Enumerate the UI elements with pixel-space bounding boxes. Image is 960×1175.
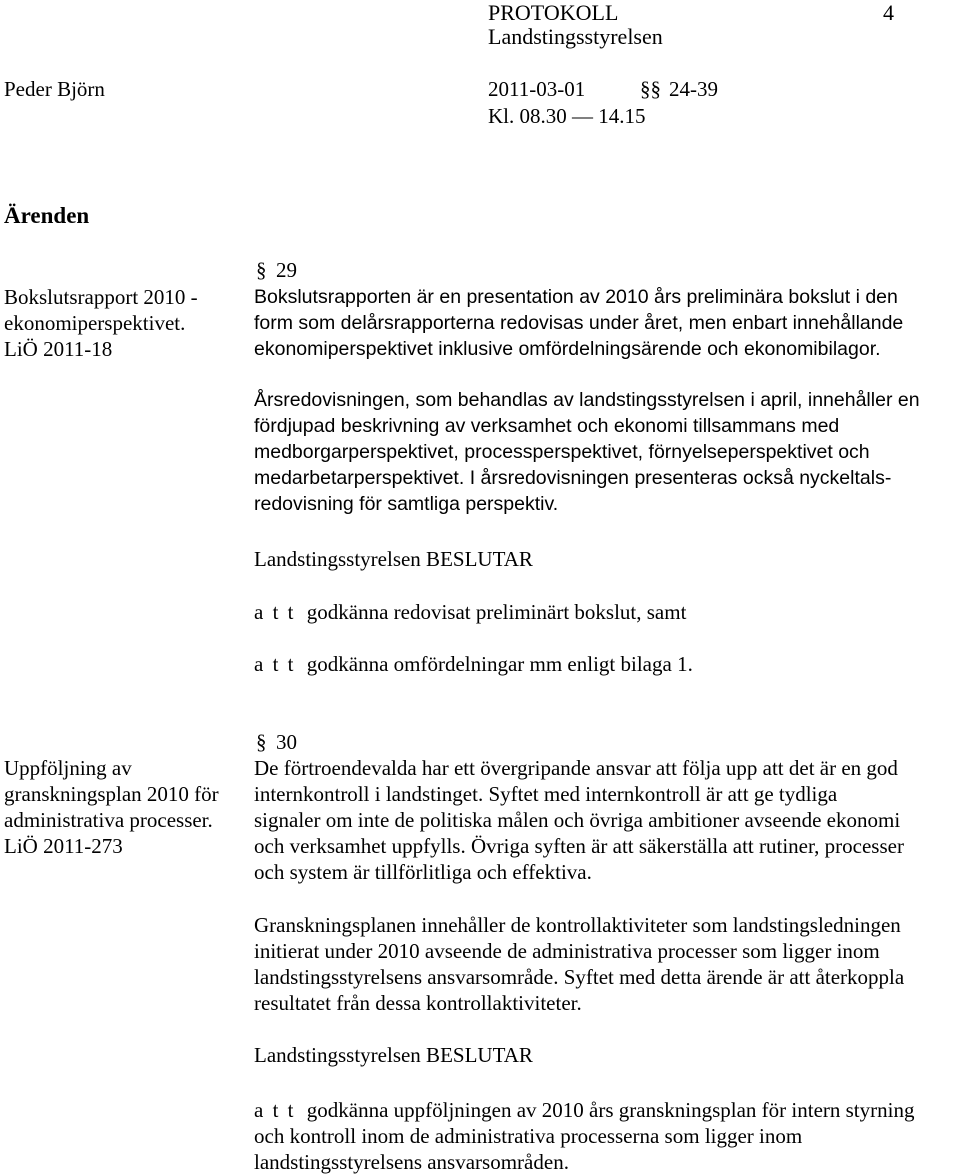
item-29-title-line: ekonomiperspektivet. — [4, 311, 186, 335]
paragraph-line: signaler om inte de politiska målen och övriga ambitioner avseende ekonomi — [254, 808, 901, 832]
section-signs: §§ — [640, 77, 661, 101]
paragraph-line: initierat under 2010 avseende de administrativa processer som ligger inom — [254, 939, 880, 963]
paragraph-line: fördjupad beskrivning av verksamhet och ekonomi tillsammans med — [254, 415, 840, 437]
item-29-left-column — [4, 284, 244, 362]
paragraph-line: form som delårsrapporterna redovisas under året, men enbart innehållande — [254, 312, 904, 334]
item-29-decision-1 — [254, 599, 686, 625]
item-29-number: 29 — [276, 258, 297, 282]
att-keyword: a t t — [254, 1098, 296, 1122]
organization-name: Landstingsstyrelsen — [488, 24, 663, 49]
item-30-number: 30 — [276, 730, 297, 754]
paragraph-line: medarbetarperspektivet. I årsredovisningen presenteras också nyckeltals- — [254, 467, 892, 489]
item-30-title-line: administrativa processer. — [4, 808, 213, 832]
time-start: Kl. 08.30 — [488, 104, 567, 128]
paragraph-line: och system är tillförlitliga och effektiva. — [254, 860, 592, 884]
item-30-reference: LiÖ 2011-273 — [4, 834, 123, 858]
paragraph-line: redovisning för samtliga perspektiv. — [254, 493, 559, 515]
item-30-decision-1 — [254, 1097, 914, 1175]
protocol-title: PROTOKOLL — [488, 0, 619, 25]
item-30-paragraph-1 — [254, 755, 904, 885]
paragraph-line: Årsredovisningen, som behandlas av landstingsstyrelsen i april, innehåller en — [254, 389, 920, 411]
paragraph-line: medborgarperspektivet, processperspektivet, förnyelseperspektivet och — [254, 441, 870, 463]
paragraph-line: internkontroll i landstinget. Syftet med internkontroll är att ge tydliga — [254, 782, 838, 806]
att-keyword: a t t — [254, 600, 296, 624]
item-30-decision-heading: Landstingsstyrelsen BESLUTAR — [254, 1043, 533, 1067]
item-29-section-sign: § — [256, 258, 267, 282]
item-29-reference: LiÖ 2011-18 — [4, 337, 113, 361]
item-29-decision-2 — [254, 651, 693, 677]
time-end: 14.15 — [598, 104, 646, 128]
section-range: 24-39 — [669, 77, 718, 101]
item-30-title-line: granskningsplan 2010 för — [4, 782, 219, 806]
item-29-paragraph-1 — [254, 284, 903, 362]
item-30-section-sign: § — [256, 730, 267, 754]
paragraph-line: De förtroendevalda har ett övergripande ansvar att följa upp att det är en god — [254, 756, 898, 780]
paragraph-line: ekonomiperspektivet inklusive omfördelningsärende och ekonomibilagor. — [254, 338, 881, 360]
decision-text: godkänna omfördelningar mm enligt bilaga 1. — [306, 652, 693, 676]
item-29-paragraph-2 — [254, 387, 920, 517]
paragraph-line: Granskningsplanen innehåller de kontrollaktiviteter som landstingsledningen — [254, 913, 901, 937]
paragraph-line: resultatet från dessa kontrollaktiviteter. — [254, 991, 582, 1015]
meeting-time — [488, 103, 646, 129]
arenden-heading: Ärenden — [4, 203, 90, 228]
time-dash: — — [572, 104, 593, 128]
paragraph-line: Bokslutsrapporten är en presentation av 2010 års preliminära bokslut i den — [254, 286, 898, 308]
decision-text: och kontroll inom de administrativa processerna som ligger inom — [254, 1124, 803, 1148]
decision-text: godkänna uppföljningen av 2010 års granskningsplan för intern styrning — [306, 1098, 915, 1122]
att-keyword: a t t — [254, 652, 296, 676]
paragraph-line: landstingsstyrelsens ansvarsområde. Syftet med detta ärende är att återkoppla — [254, 965, 905, 989]
item-29-title-line: Bokslutsrapport 2010 - — [4, 285, 198, 309]
item-30-title-line: Uppföljning av — [4, 756, 132, 780]
page-number: 4 — [883, 0, 894, 25]
item-29-decision-heading: Landstingsstyrelsen BESLUTAR — [254, 547, 533, 571]
secretary-name: Peder Björn — [4, 77, 105, 101]
item-30-paragraph-2 — [254, 912, 904, 1016]
decision-text: landstingsstyrelsens ansvarsområden. — [254, 1150, 569, 1174]
decision-text: godkänna redovisat preliminärt bokslut, samt — [306, 600, 687, 624]
item-30-left-column — [4, 755, 244, 859]
meeting-date: 2011-03-01 — [488, 77, 586, 101]
paragraph-line: och verksamhet uppfylls. Övriga syften är att säkerställa att rutiner, processer — [254, 834, 904, 858]
